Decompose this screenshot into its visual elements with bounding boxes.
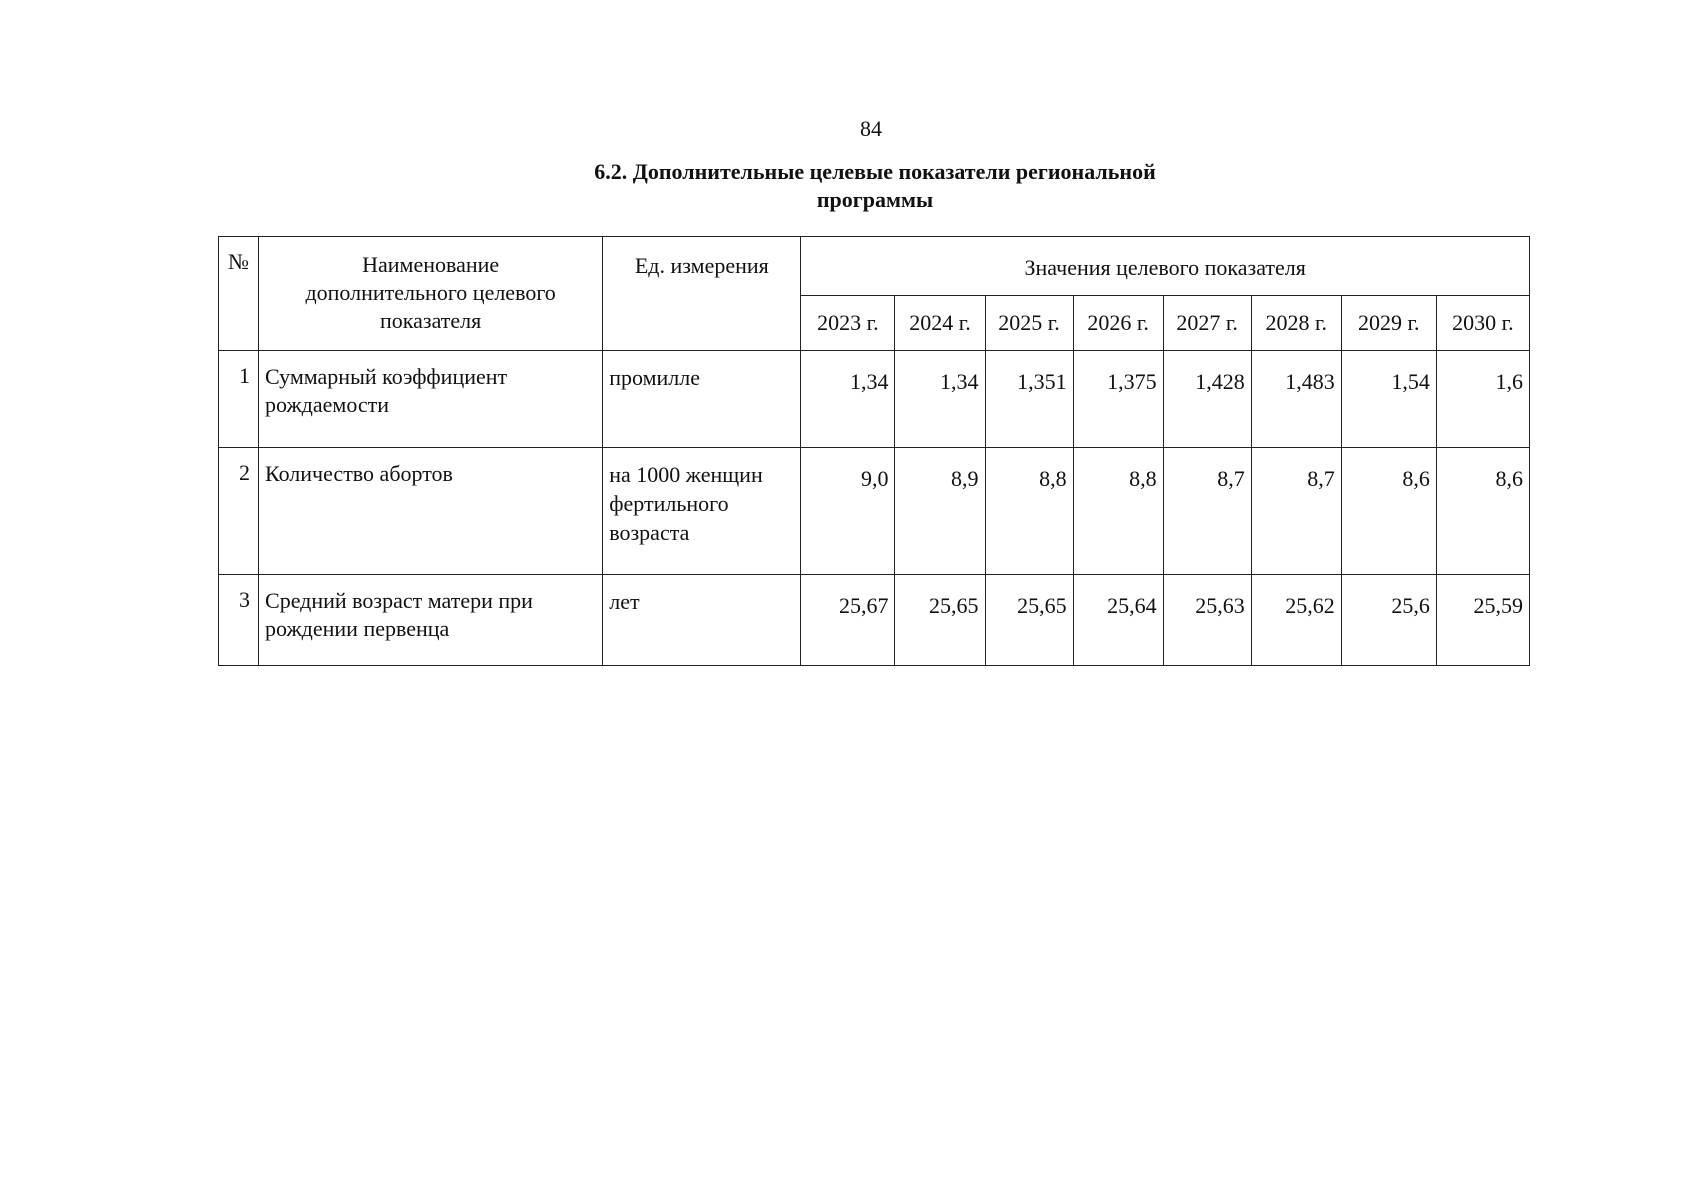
value-cell: 25,62: [1251, 575, 1341, 666]
row-number: 2: [219, 448, 259, 575]
indicators-table: [218, 236, 1530, 666]
value-cell: 1,428: [1163, 351, 1251, 448]
indicator-name-line: рождаемости: [265, 392, 390, 417]
unit-cell: [603, 448, 801, 575]
header-year: 2024 г.: [895, 296, 985, 351]
value-cell: 8,7: [1251, 448, 1341, 575]
header-year: 2025 г.: [985, 296, 1073, 351]
header-name-line-3: показателя: [380, 308, 482, 333]
header-name-line-2: дополнительного целевого: [305, 280, 556, 305]
header-year: 2023 г.: [801, 296, 895, 351]
table-row: [219, 575, 1530, 666]
value-cell: 1,34: [895, 351, 985, 448]
value-cell: 1,351: [985, 351, 1073, 448]
indicator-name-line: рождении первенца: [265, 616, 450, 641]
indicator-name-line: Средний возраст матери при: [265, 588, 533, 613]
header-num: №: [219, 237, 259, 351]
row-number: 1: [219, 351, 259, 448]
unit-line: промилле: [609, 365, 701, 390]
indicator-name: [259, 448, 603, 575]
value-cell: 8,6: [1436, 448, 1529, 575]
value-cell: 8,7: [1163, 448, 1251, 575]
value-cell: 25,64: [1073, 575, 1163, 666]
header-year: 2027 г.: [1163, 296, 1251, 351]
value-cell: 8,8: [1073, 448, 1163, 575]
section-title: [540, 158, 1210, 214]
indicator-name: [259, 575, 603, 666]
value-cell: 25,6: [1341, 575, 1436, 666]
page-number: 84: [860, 116, 882, 141]
header-name-line-1: Наименование: [362, 252, 500, 277]
value-cell: 1,6: [1436, 351, 1529, 448]
table-row: [219, 351, 1530, 448]
header-unit: Ед. измерения: [603, 237, 801, 351]
value-cell: 25,67: [801, 575, 895, 666]
value-cell: 1,375: [1073, 351, 1163, 448]
value-cell: 25,65: [895, 575, 985, 666]
value-cell: 1,54: [1341, 351, 1436, 448]
value-cell: 25,63: [1163, 575, 1251, 666]
unit-line: лет: [609, 589, 640, 614]
indicator-name-line: Количество абортов: [265, 461, 453, 486]
section-title-line-1: 6.2. Дополнительные целевые показатели региональной: [594, 159, 1156, 184]
section-title-line-2: программы: [816, 187, 934, 212]
header-indicator-name: [259, 237, 603, 351]
header-row-top: [219, 237, 1530, 296]
table-row: [219, 448, 1530, 575]
unit-line: фертильного: [609, 491, 729, 516]
unit-line: возраста: [609, 520, 690, 545]
header-year: 2026 г.: [1073, 296, 1163, 351]
unit-cell: [603, 351, 801, 448]
unit-line: на 1000 женщин: [609, 462, 763, 487]
header-year: 2030 г.: [1436, 296, 1529, 351]
value-cell: 9,0: [801, 448, 895, 575]
value-cell: 8,6: [1341, 448, 1436, 575]
value-cell: 8,8: [985, 448, 1073, 575]
indicator-name: [259, 351, 603, 448]
row-number: 3: [219, 575, 259, 666]
value-cell: 25,65: [985, 575, 1073, 666]
header-target-values: Значения целевого показателя: [801, 237, 1530, 296]
unit-cell: [603, 575, 801, 666]
value-cell: 25,59: [1436, 575, 1529, 666]
value-cell: 8,9: [895, 448, 985, 575]
value-cell: 1,34: [801, 351, 895, 448]
header-year: 2028 г.: [1251, 296, 1341, 351]
value-cell: 1,483: [1251, 351, 1341, 448]
indicator-name-line: Суммарный коэффициент: [265, 364, 508, 389]
header-year: 2029 г.: [1341, 296, 1436, 351]
